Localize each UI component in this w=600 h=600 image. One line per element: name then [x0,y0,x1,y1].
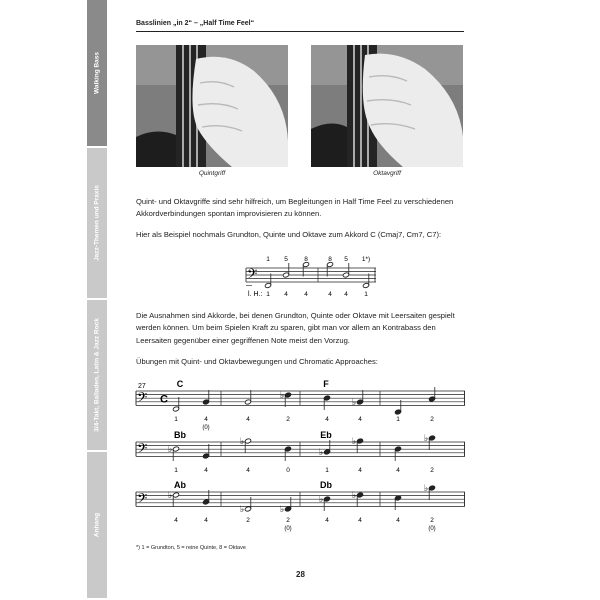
bass-clef-icon: 𝄢 [247,266,258,285]
note [172,397,179,412]
staff-system [136,430,465,474]
flat-sign: ♭ [424,484,429,494]
fingering-label: 4 [304,291,308,298]
note [342,263,349,278]
fingering-label: 4 [204,517,208,524]
flat-sign: ♭ [168,491,173,501]
paragraph-exceptions: Die Ausnahmen sind Akkorde, bei denen Grundton, Quinte oder Oktave mit Leersaiten gespielt werden können. Um beim Spielen Kraft zu sparen, gibt man vor allem an Kontrabass den Leersaiten gegenüber einer gegriffenen Note meist den Vorzug. [136,311,455,345]
note [240,437,252,453]
flat-sign: ♭ [424,434,429,444]
chord-symbol: Bb [174,430,186,440]
fingering-label: 2 [286,517,290,524]
time-signature: C [160,393,168,406]
fingering-label: 4 [328,291,332,298]
fingering-label: 4 [325,517,329,524]
note [202,390,209,405]
flat-sign: ♭ [168,445,173,455]
fingering-label: 4 [358,517,362,524]
staff-system [136,379,465,431]
fingering-label: 2 [430,517,434,524]
degree-label: 1*) [361,256,371,263]
flat-sign: ♭ [240,437,245,447]
flat-sign: ♭ [352,398,357,408]
fingering-label: 1 [174,467,178,474]
note [280,497,292,515]
note [394,446,401,461]
tab-label: Anhang [93,512,101,538]
chord-symbol: Db [320,480,332,490]
staff-system [136,480,465,532]
flat-sign: ♭ [280,505,285,515]
tab-label: Jazz-Themen und Praxis [93,185,101,261]
fingering-label: 4 [174,517,178,524]
note [326,262,333,277]
open-string-alternate: (0) [202,425,210,431]
paragraph-example: Hier als Beispiel nochmals Grundton, Quinte und Oktave zum Akkord C (Cmaj7, Cm7, C7): [136,230,442,239]
fingering-label: 4 [344,291,348,298]
photo-caption-oktavgriff: Oktavgriff [373,170,401,177]
fingering-label: 4 [358,467,362,474]
example-staff [246,256,376,298]
exercise-systems [136,379,465,532]
fingering-label: 4 [204,416,208,423]
note [240,497,252,515]
fingering-label: 1 [364,291,368,298]
open-string-alternate: (0) [428,526,436,532]
flat-sign: ♭ [352,491,357,501]
note [282,263,289,278]
chord-symbol: F [323,379,329,389]
degree-label: 5 [284,256,288,263]
photo-caption-quintgriff: Quintgriff [198,170,226,177]
bass-clef-icon: 𝄢 [137,490,148,510]
fingering-label: 1 [325,467,329,474]
fingering-label: 2 [430,467,434,474]
fingering-label: 4 [204,467,208,474]
degree-label: 1 [266,256,270,263]
flat-sign: ♭ [319,448,324,458]
note [394,400,401,415]
note [352,437,364,453]
degree-label: 5 [344,256,348,263]
flat-sign: ♭ [280,391,285,401]
fingering-label: 0 [286,467,290,474]
note [362,274,369,289]
note [264,274,271,289]
note [202,444,209,459]
fingering-label: 1 [174,416,178,423]
chord-symbol: C [176,379,184,389]
fingering-label: 4 [358,416,362,423]
fingering-label: 4 [396,517,400,524]
measure-number: 27 [138,383,146,390]
fingering-label: 2 [246,517,250,524]
tab-label: 3/4-Takt, Balladen, Latin & Jazz Rock [93,318,101,432]
degree-label: 8 [304,256,308,263]
bass-clef-icon: 𝄢 [137,389,148,409]
chord-symbol: Eb [320,430,332,440]
page-number: 28 [296,570,305,579]
fingering-labels [266,291,368,298]
running-head: Basslinien „in 2“ – „Half Time Feel“ [136,20,255,27]
paragraph-exercises: Übungen mit Quint- und Oktavbewegungen und Chromatic Approaches: [136,357,378,366]
paragraph-intro: Quint- und Oktavgriffe sind sehr hilfreich, um Begleitungen in Half Time Feel zu verschiedenen Akkordverbindungen spontan improvisieren zu können. [136,197,454,219]
fingering-label: 4 [246,467,250,474]
fingering-label: 1 [396,416,400,423]
note [284,446,291,461]
fingering-label: 2 [286,416,290,423]
fingering-label: 4 [325,416,329,423]
flat-sign: ♭ [352,437,357,447]
fingering-label: 1 [266,291,270,298]
note [323,395,330,410]
left-hand-label: l. H.: [248,291,263,298]
chord-symbol: Ab [174,480,186,490]
open-string-alternate: (0) [284,526,292,532]
bass-clef-icon: 𝄢 [137,440,148,460]
note [280,391,292,407]
tab-label: Walking Bass [93,51,101,95]
note [302,262,309,277]
flat-sign: ♭ [319,495,324,505]
fingering-label: 4 [396,467,400,474]
flat-sign: ♭ [240,505,245,515]
fingering-label: 4 [284,291,288,298]
degree-labels [266,256,370,263]
footnote: *) 1 = Grundton, 5 = reine Quinte, 8 = Oktave [136,545,246,551]
fingering-label: 2 [430,416,434,423]
note [244,390,251,405]
fingering-label: 4 [246,416,250,423]
degree-label: 8 [328,256,332,263]
